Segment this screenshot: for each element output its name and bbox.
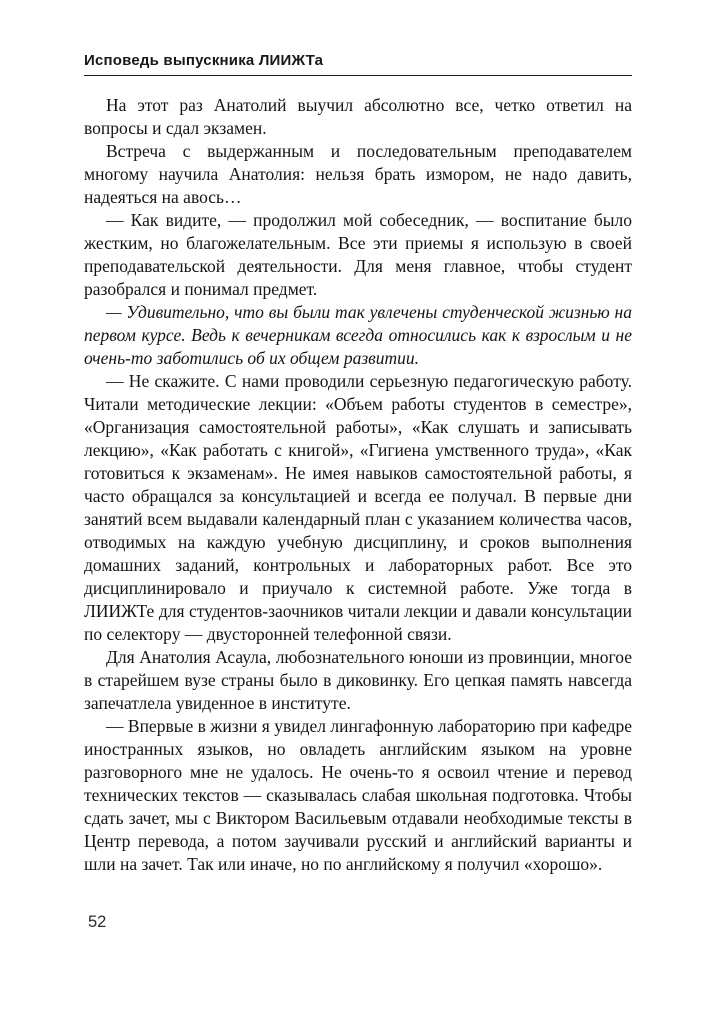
paragraph: Встреча с выдержанным и последовательным преподавателем многому научила Анатолия: нельзя брать измором, не надо давить, надеяться на авось… — [84, 141, 632, 207]
paragraph-italic-dialogue: — Удивительно, что вы были так увлечены студенческой жизнью на первом курсе. Ведь к вечерникам всегда относились как к взрослым и не очень-то заботились об их общем развитии. — [84, 302, 632, 368]
text-column — [84, 0, 632, 876]
paragraph: — Как видите, — продолжил мой собеседник, — воспитание было жестким, но благожелательным. Все эти приемы я использую в своей преподавательской деятельности. Для меня главное, чтобы студент разобрался и понимал предмет. — [84, 210, 632, 299]
page-number: 52 — [88, 913, 107, 931]
paragraph: — Впервые в жизни я увидел лингафонную лабораторию при кафедре иностранных языков, но овладеть английским языком на уровне разговорного мне не удалось. Не очень-то я освоил чтение и перевод технических текстов — сказывалась слабая школьная подготовка. Чтобы сдать зачет, мы с Виктором Васильевым отдавали необходимые тексты в Центр перевода, а потом заучивали русский и английский варианты и шли на зачет. Так или иначе, но по английскому я получил «хорошо». — [84, 716, 632, 874]
paragraph: — Не скажите. С нами проводили серьезную педагогическую работу. Читали методические лекции: «Объем работы студентов в семестре», «Организация самостоятельной работы», «Как слушать и записывать лекцию», «Как работать с книгой», «Гигиена умственного труда», «Как готовиться к экзаменам». Не имея навыков самостоятельной работы, я часто обращался за консультацией и всегда ее получал. В первые дни занятий всем выдавали календарный план с указанием количества часов, отводимых на каждую учебную дисциплину, и сроков выполнения домашних заданий, контрольных и лабораторных работ. Все это дисциплинировало и приучало к системной работе. Уже тогда в ЛИИЖТе для студентов-заочников читали лекции и давали консультации по селектору — двусторонней телефонной связи. — [84, 371, 632, 644]
paragraph: На этот раз Анатолий выучил абсолютно все, четко ответил на вопросы и сдал экзамен. — [84, 95, 632, 138]
body-text — [84, 94, 632, 876]
running-header: Исповедь выпускника ЛИИЖТа — [84, 52, 632, 76]
paragraph: Для Анатолия Асаула, любознательного юноши из провинции, многое в старейшем вузе страны было в диковинку. Его цепкая память навсегда запечатлела увиденное в институте. — [84, 647, 632, 713]
